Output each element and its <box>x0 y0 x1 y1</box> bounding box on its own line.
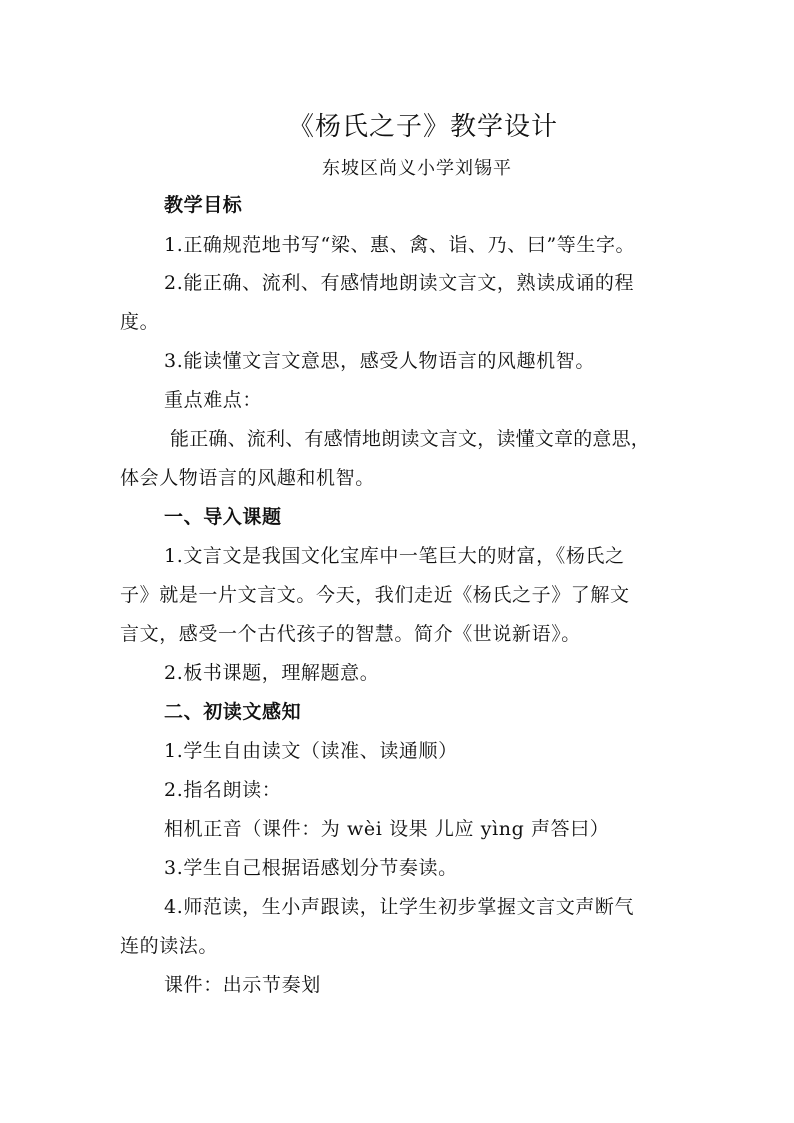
part-1-item-1-line-2: 子》就是一片文言文。今天，我们走近《杨氏之子》了解文 <box>120 584 630 606</box>
part-2-item-4-note: 课件：出示节奏划 <box>164 974 321 996</box>
document-title-text: 《杨氏之子》教学设计 <box>287 112 558 142</box>
document-author <box>0 157 794 181</box>
document-title <box>0 112 794 142</box>
goal-2-line-1: 2.能正确、流利、有感情地朗读文言文，熟读成诵的程 <box>164 272 635 294</box>
part-1-item-1-line-1: 1.文言文是我国文化宝库中一笔巨大的财富，《杨氏之 <box>164 545 625 567</box>
part-2-item-4-line-2: 连的读法。 <box>120 935 219 957</box>
part-1-item-2: 2.板书课题，理解题意。 <box>164 662 380 684</box>
part-2-item-4-line-1: 4.师范读，生小声跟读，让学生初步掌握文言文声断气 <box>164 896 635 918</box>
part-2-item-3: 3.学生自己根据语感划分节奏读。 <box>164 857 458 879</box>
key-points-heading: 重点难点： <box>164 389 263 411</box>
document-author-text: 东坡区尚义小学刘锡平 <box>322 158 512 179</box>
goal-1: 1.正确规范地书写“梁、惠、禽、诣、乃、曰”等生字。 <box>164 234 636 256</box>
key-points-line-2: 体会人物语言的风趣和机智。 <box>120 467 375 489</box>
part-2-item-2: 2.指名朗读： <box>164 779 282 801</box>
goal-2-line-2: 度。 <box>120 311 160 333</box>
goal-3: 3.能读懂文言文意思，感受人物语言的风趣机智。 <box>164 350 595 372</box>
goals-heading: 教学目标 <box>164 194 243 216</box>
part-1-heading: 一、导入课题 <box>164 506 282 528</box>
part-2-item-2-note: 相机正音（课件：为 wèi 设果 儿应 yìng 声答曰） <box>164 818 610 840</box>
part-2-heading: 二、初读文感知 <box>164 701 302 723</box>
part-1-item-1-line-3: 言文，感受一个古代孩子的智慧。简介《世说新语》。 <box>120 623 581 645</box>
key-points-line-1: 能正确、流利、有感情地朗读文言文，读懂文章的意思， <box>170 428 651 450</box>
part-2-item-1: 1.学生自由读文（读准、读通顺） <box>164 740 458 762</box>
